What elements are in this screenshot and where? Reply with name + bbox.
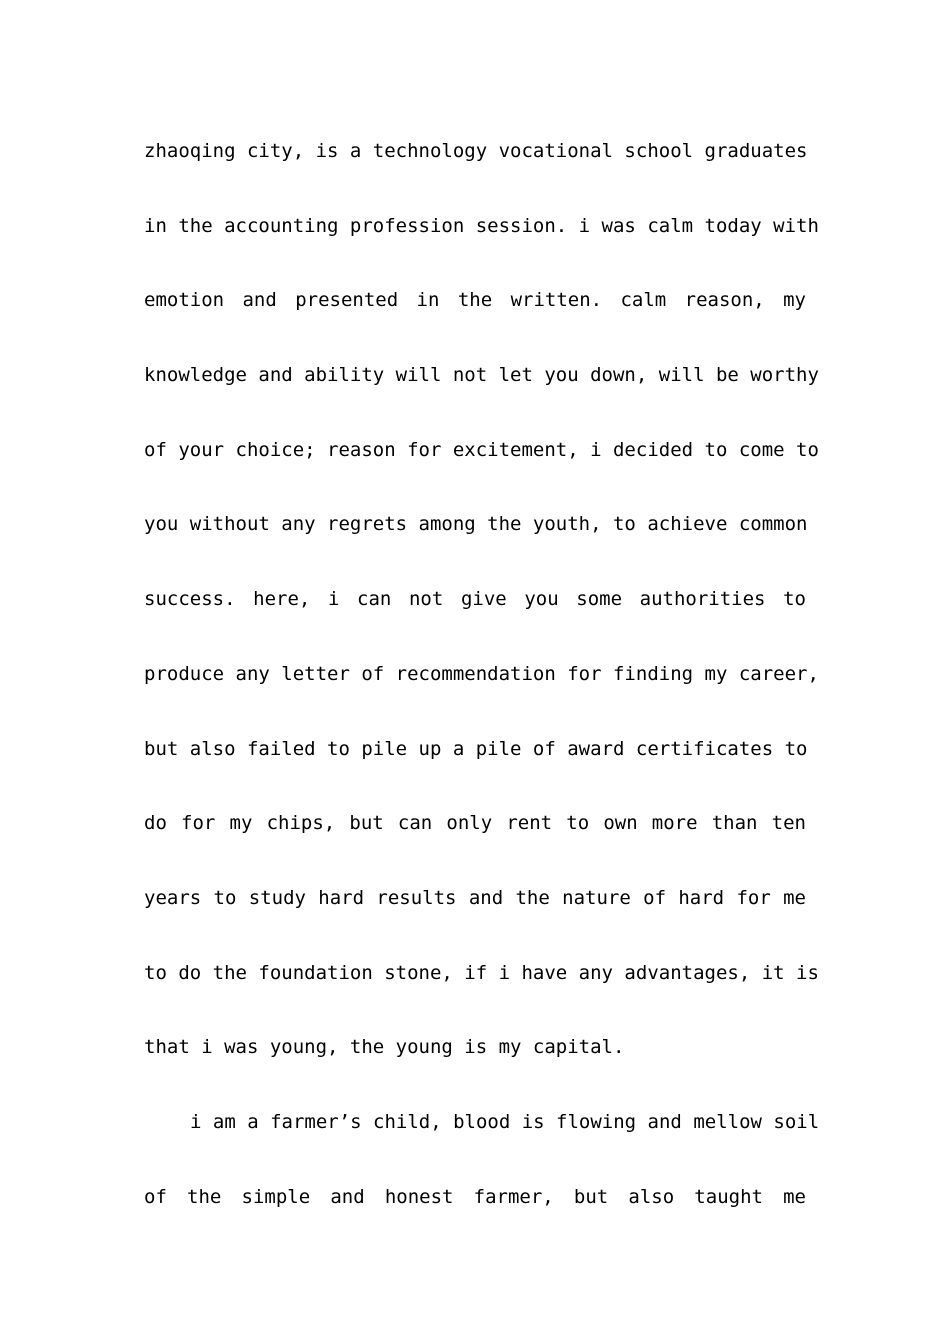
- text-line: success. here, i can not give you some authorities to: [144, 588, 806, 611]
- text-line: do for my chips, but can only rent to own more than ten: [144, 812, 806, 835]
- text-line: of your choice; reason for excitement, i decided to come to: [144, 438, 819, 461]
- text-line: emotion and presented in the written. calm reason, my: [144, 289, 806, 312]
- text-line: years to study hard results and the nature of hard for me: [144, 886, 806, 909]
- paragraph-last-line: that i was young, the young is my capital.: [144, 1036, 625, 1059]
- text-line: produce any letter of recommendation for finding my career,: [144, 662, 819, 685]
- text-line: you without any regrets among the youth, to achieve common: [144, 513, 808, 536]
- text-line: zhaoqing city, is a technology vocational school graduates: [144, 140, 808, 162]
- body-text: [144, 114, 820, 1234]
- text-line: to do the foundation stone, if i have any advantages, it is: [144, 961, 819, 984]
- text-line: in the accounting profession session. i was calm today with: [144, 214, 819, 237]
- text-line: knowledge and ability will not let you down, will be worthy: [144, 364, 819, 387]
- paragraph-first-line: i am a farmer’s child, blood is flowing and mellow soil: [190, 1110, 820, 1133]
- text-line: of the simple and honest farmer, but also taught me: [144, 1185, 806, 1208]
- text-line: but also failed to pile up a pile of award certificates to: [144, 737, 808, 760]
